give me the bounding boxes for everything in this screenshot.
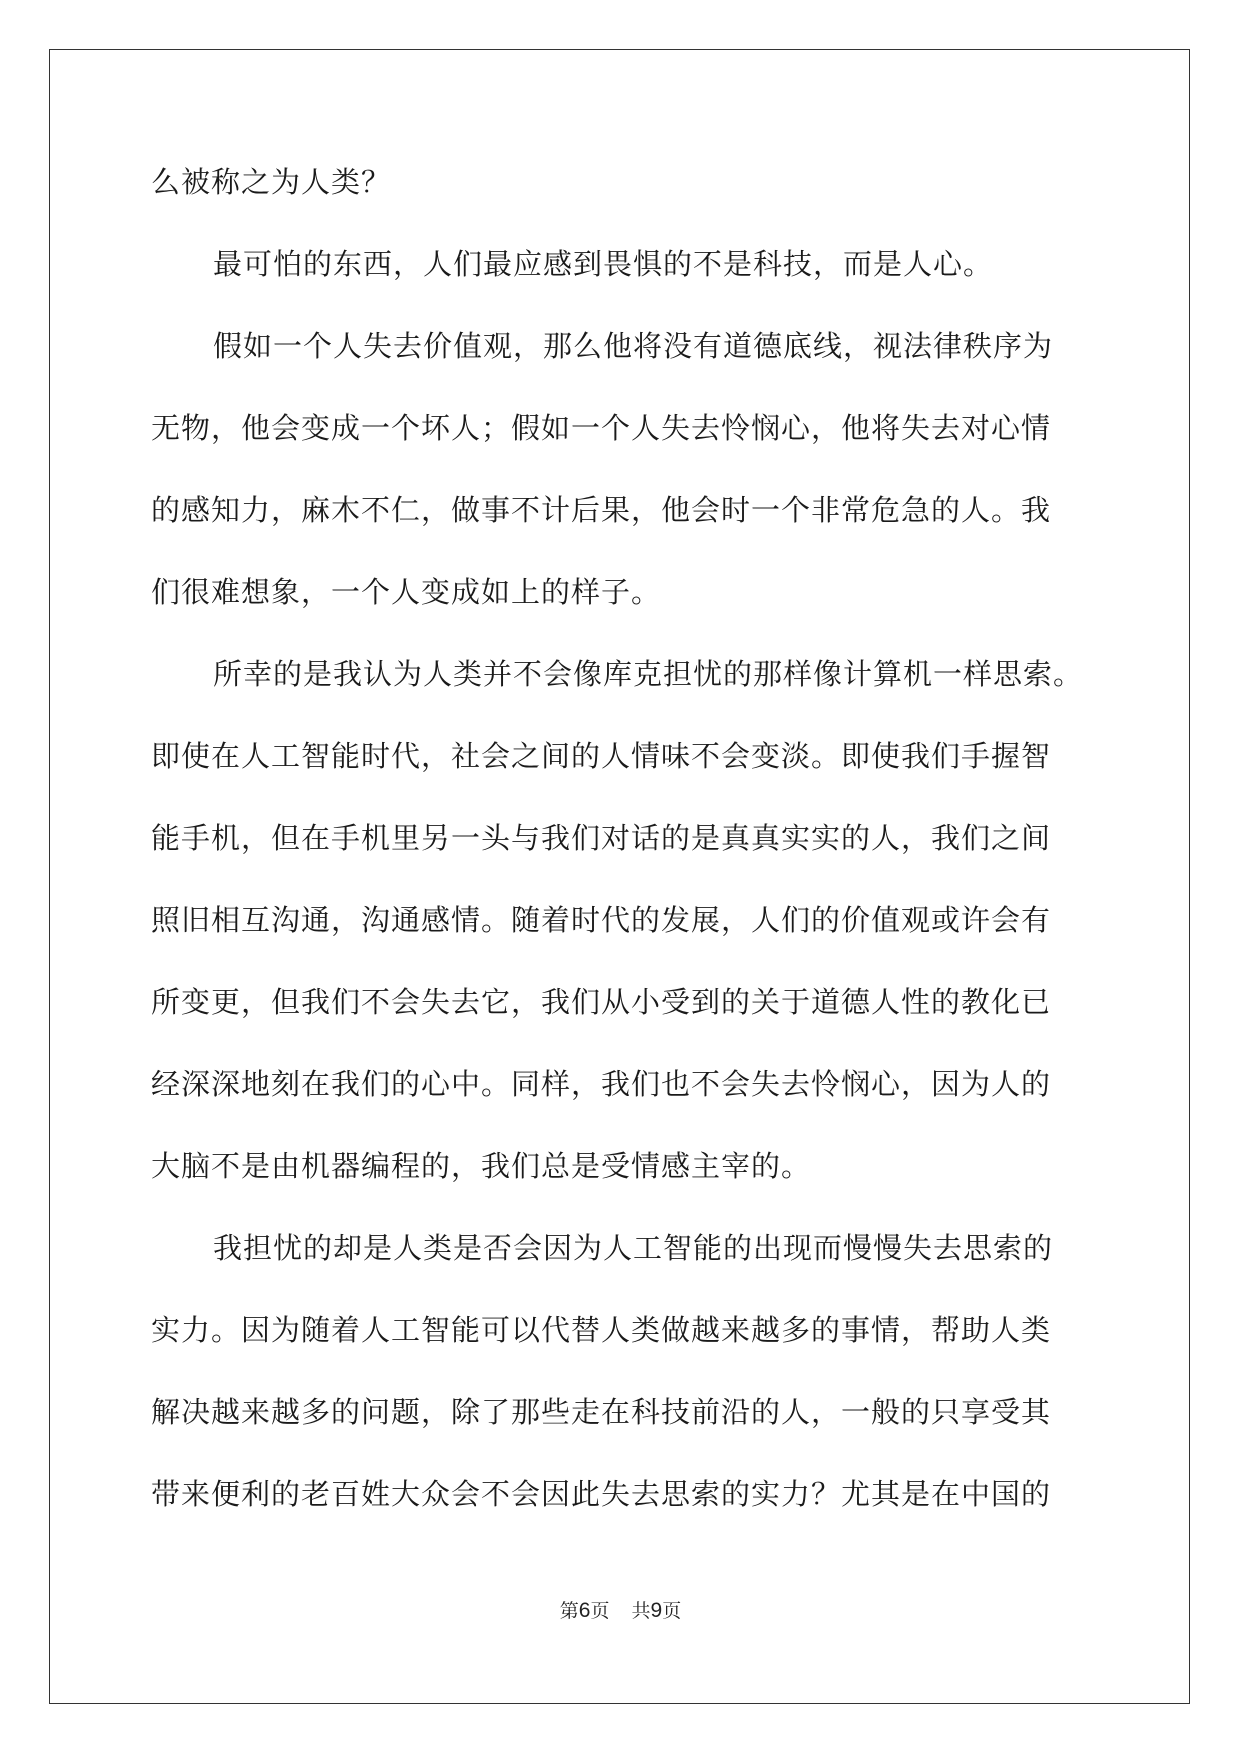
total-pages: 9: [650, 1599, 663, 1622]
text-line: 解决越来越多的问题，除了那些走在科技前沿的人，一般的只享受其: [151, 1395, 1052, 1429]
text-line: 带来便利的老百姓大众会不会因此失去思索的实力？尤其是在中国的: [151, 1477, 1052, 1511]
text-line: 大脑不是由机器编程的，我们总是受情感主宰的。: [151, 1149, 812, 1183]
page-suffix: 页: [590, 1600, 610, 1622]
text-line: 假如一个人失去价值观，那么他将没有道德底线，视法律秩序为: [213, 329, 1054, 363]
text-line: 无物，他会变成一个坏人；假如一个人失去怜悯心，他将失去对心情: [151, 411, 1052, 445]
text-line: 最可怕的东西，人们最应感到畏惧的不是科技，而是人心。: [213, 247, 994, 281]
text-line: 们很难想象，一个人变成如上的样子。: [151, 575, 662, 609]
page-prefix: 第: [559, 1600, 579, 1622]
text-line: 实力。因为随着人工智能可以代替人类做越来越多的事情，帮助人类: [151, 1313, 1052, 1347]
text-line: 照旧相互沟通，沟通感情。随着时代的发展，人们的价值观或许会有: [151, 903, 1052, 937]
text-line: 的感知力，麻木不仁，做事不计后果，他会时一个非常危急的人。我: [151, 493, 1052, 527]
text-line: 经深深地刻在我们的心中。同样，我们也不会失去怜悯心，因为人的: [151, 1067, 1052, 1101]
document-body: [151, 152, 1091, 1546]
text-line: 即使在人工智能时代，社会之间的人情味不会变淡。即使我们手握智: [151, 739, 1052, 773]
text-line: 能手机，但在手机里另一头与我们对话的是真真实实的人，我们之间: [151, 821, 1052, 855]
text-line: 所幸的是我认为人类并不会像库克担忧的那样像计算机一样思索。: [213, 657, 1084, 691]
text-line: 么被称之为人类？: [151, 165, 392, 199]
text-line: 我担忧的却是人类是否会因为人工智能的出现而慢慢失去思索的: [213, 1231, 1054, 1265]
total-prefix: 共: [631, 1600, 651, 1622]
text-line: 所变更，但我们不会失去它，我们从小受到的关于道德人性的教化已: [151, 985, 1052, 1019]
page-number: 6: [578, 1599, 591, 1622]
page-footer: [0, 1596, 1241, 1623]
total-suffix: 页: [662, 1600, 682, 1622]
